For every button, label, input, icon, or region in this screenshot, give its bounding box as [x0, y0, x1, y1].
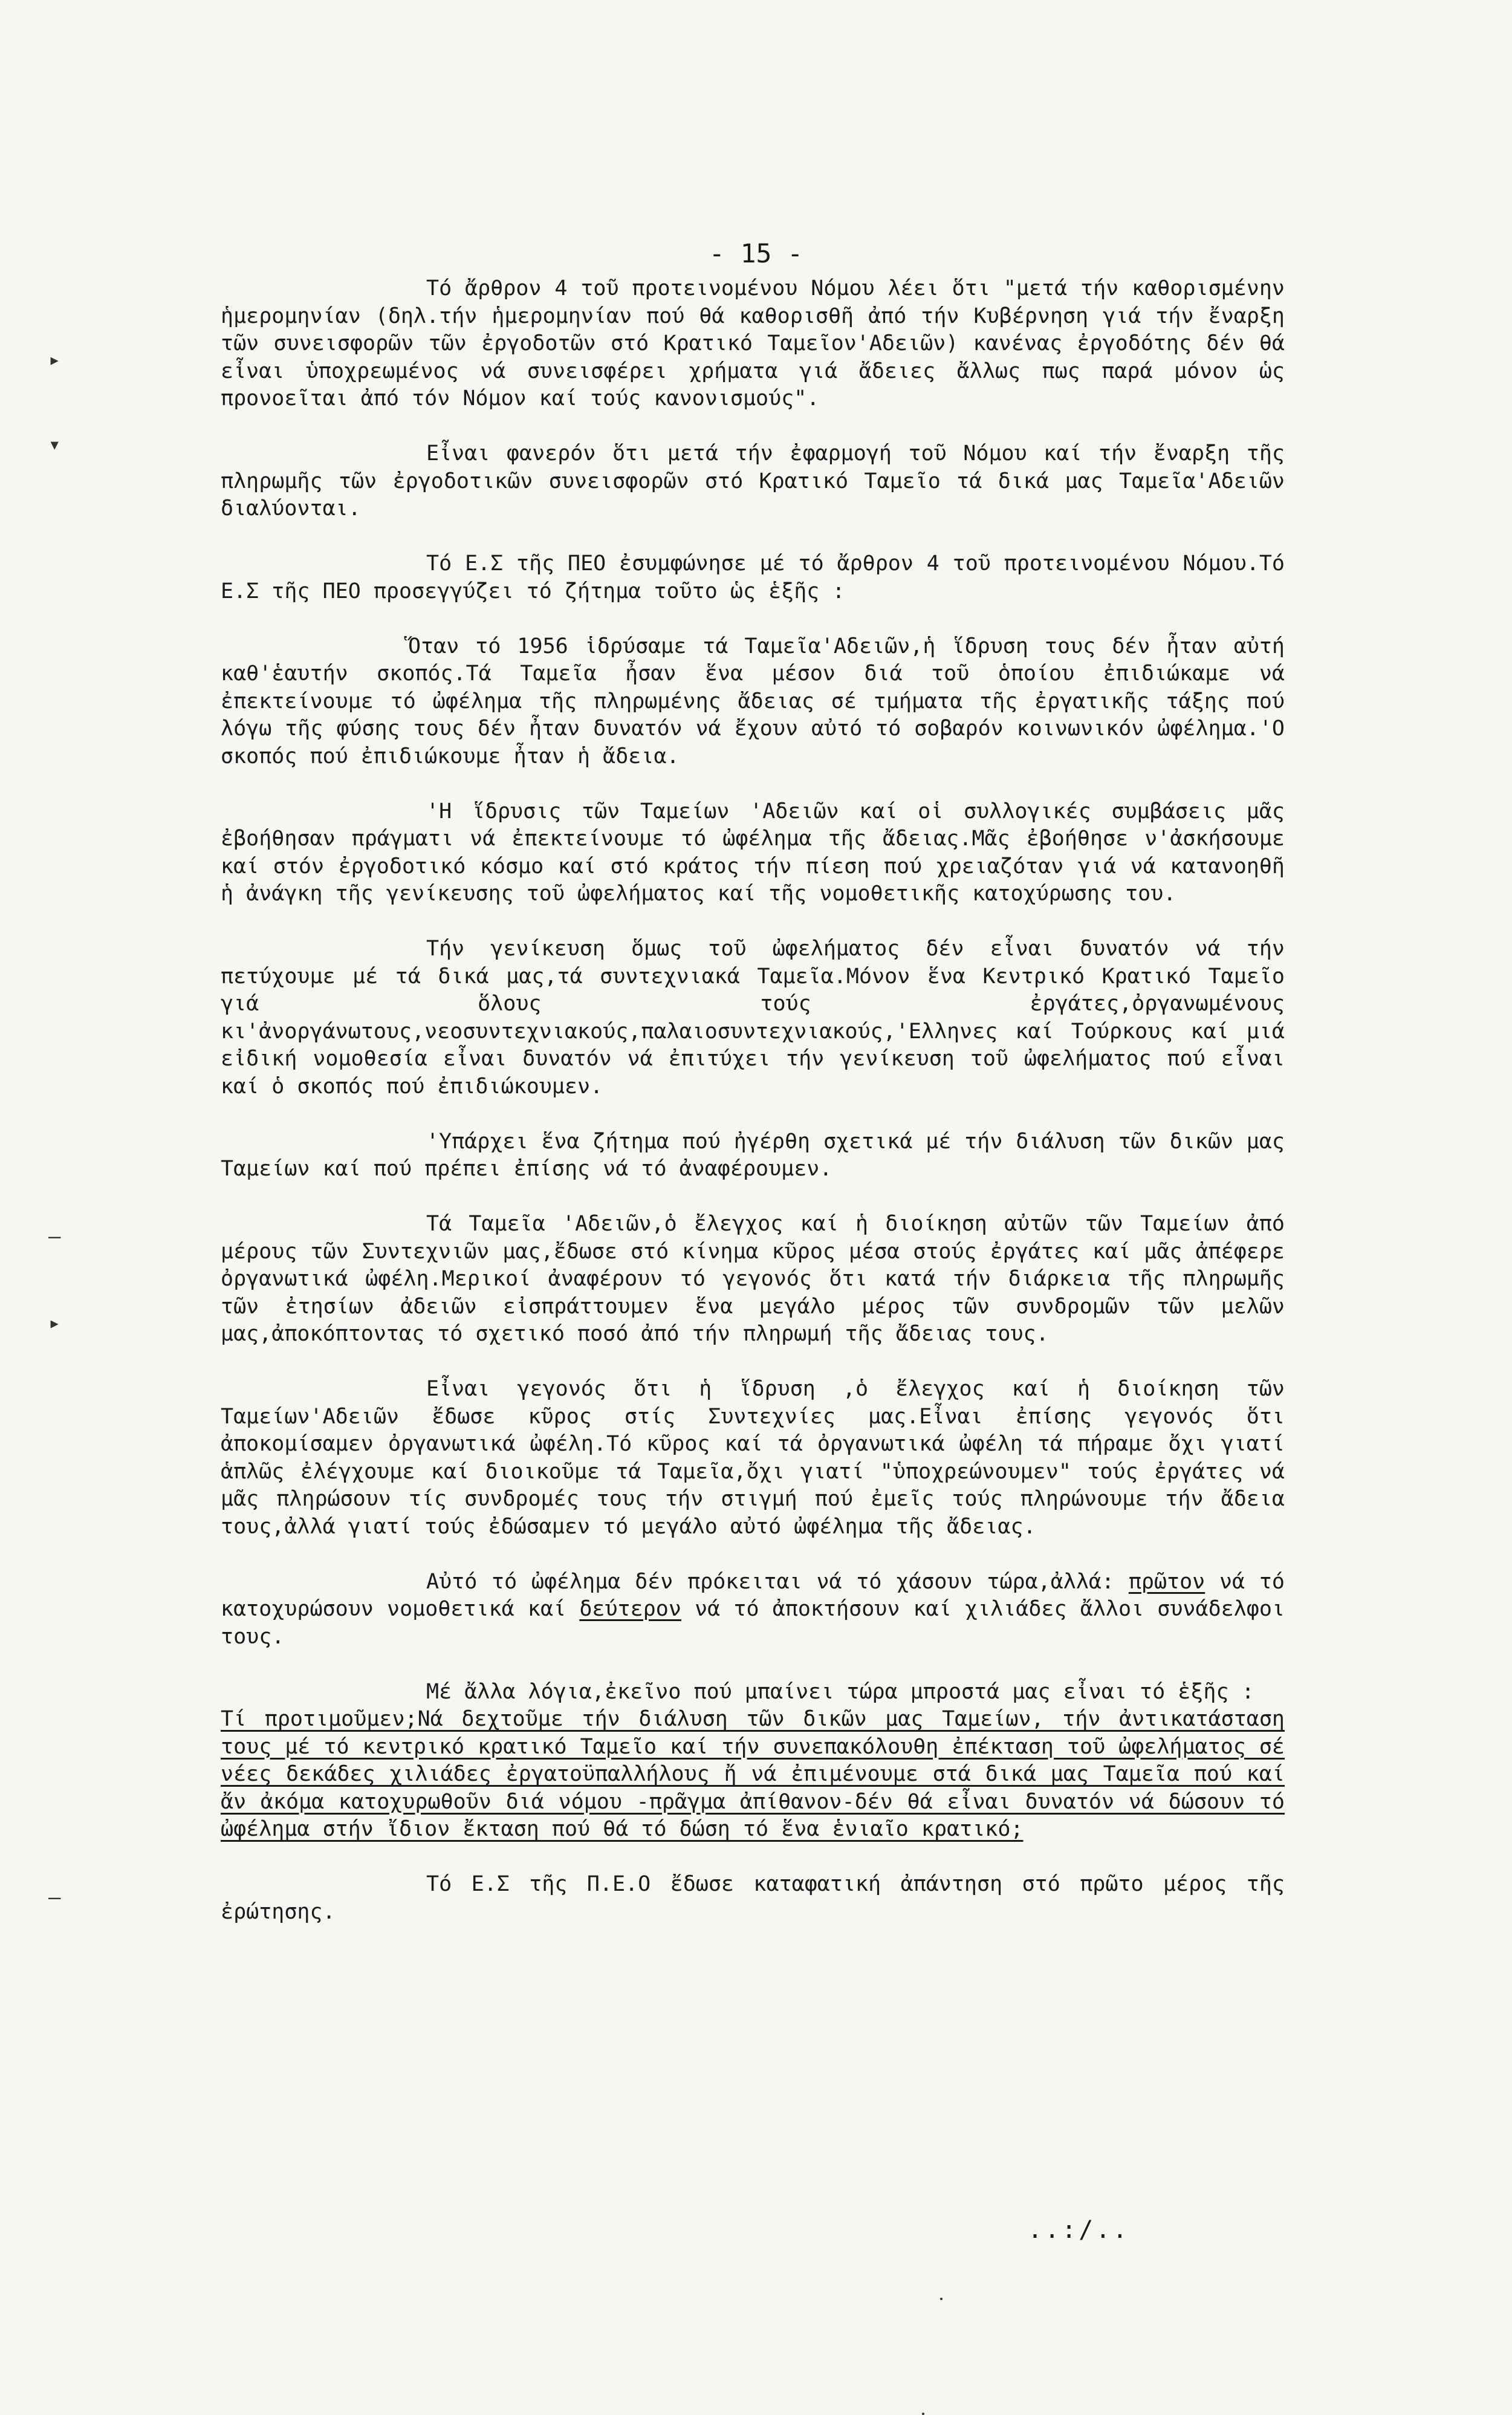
- scan-speck: [922, 2413, 924, 2415]
- scan-speck: [940, 2298, 943, 2300]
- paragraph: Τό Ε.Σ τῆς Π.Ε.Ο ἔδωσε καταφατική ἀπάντηση στό πρῶτο μέρος τῆς ἐρώτησης.: [221, 1872, 1285, 1924]
- paragraph: Εἶναι γεγονός ὅτι ἡ ἵδρυση ,ὁ ἔλεγχος καί ἡ διοίκηση τῶν Ταμείων'Αδειῶν ἔδωσε κῦρος στίς Συντεχνίες μας.Εἶναι ἐπίσης γεγονός ὅτι ἀποκομίσαμεν ὀργανωτικά ὠφέλη.Τό κῦρος καί τά ὀργανωτικά ὠφέλη τά πήραμε ὄχι γιατί ἁπλῶς ἐλέγχουμε καί διοικοῦμε τά Ταμεῖα,ὄχι γιατί "ὑποχρεώνουμεν" τούς ἐργάτες νά μᾶς πληρώσουν τίς συνδρομές τους τήν στιγμή πού ἐμεῖς τούς πληρώνουμε τήν ἄδεια τους,ἀλλά γιατί τούς ἐδώσαμεν τό μεγάλο αὐτό ὠφέλημα τῆς ἄδειας.: [221, 1377, 1285, 1539]
- margin-mark: –: [48, 1885, 61, 1910]
- paragraph: Εἶναι φανερόν ὅτι μετά τήν ἐφαρμογή τοῦ Νόμου καί τήν ἔναρξη τῆς πληρωμῆς τῶν ἐργοδοτικῶν συνεισφορῶν στό Κρατικό Ταμεῖο τά δικά μας Ταμεῖα'Αδειῶν διαλύονται.: [221, 441, 1285, 521]
- paragraph: [221, 1568, 1285, 1651]
- paragraph: Τό Ε.Σ τῆς ΠΕΟ ἐσυμφώνησε μέ τό ἄρθρον 4 τοῦ προτεινομένου Νόμου.Τό Ε.Σ τῆς ΠΕΟ προσεγγύζει τό ζήτημα τοῦτο ὡς ἑξῆς :: [221, 551, 1285, 603]
- margin-mark: ▸: [48, 348, 61, 372]
- paragraph: Τό ἄρθρον 4 τοῦ προτεινομένου Νόμου λέει ὅτι "μετά τήν καθορισμένην ἡμερομηνίαν (δηλ.τήν ἡμερομηνίαν πού θά καθορισθῆ ἀπό τήν Κυβέρνηση γιά τήν ἔναρξη τῶν συνεισφορῶν τῶν ἐργοδοτῶν στό Κρατικό Ταμεῖον'Αδειῶν) κανένας ἐργοδότης δέν θά εἶναι ὑποχρεωμένος νά συνεισφέρει χρήματα γιά ἄδειες ἄλλως πως παρά μόνον ὡς προνοεῖται ἀπό τόν Νόμον καί τούς κανονισμούς".: [221, 276, 1285, 411]
- margin-mark: –: [48, 1224, 61, 1249]
- underlined-question: [221, 1706, 1285, 1844]
- paragraph: 'Η ἵδρυσις τῶν Ταμείων 'Αδειῶν καί οἱ συλλογικές συμβάσεις μᾶς ἐβοήθησαν πράγματι νά ἐπεκτείνουμε τό ὠφέλημα τῆς ἄδειας.Μᾶς ἐβοήθησε ν'ἀσκήσουμε καί στόν ἐργοδοτικό κόσμο καί στό κράτος τήν πίεση πού χρειαζόταν γιά νά κατανοηθῆ ἡ ἀνάγκη τῆς γενίκευσης τοῦ ὠφελήματος καί τῆς νομοθετικῆς κατοχύρωσης του.: [221, 799, 1285, 906]
- text-run: νά τό κατοχυρώσουν νομοθετικά καί: [221, 1569, 1285, 1621]
- page-number: - 15 -: [709, 239, 803, 269]
- margin-mark: ▾: [48, 432, 61, 457]
- margin-mark: ▸: [48, 1311, 61, 1335]
- text-run: Αὐτό τό ὠφέλημα δέν πρόκειται νά τό χάσουν τώρα,ἀλλά:: [426, 1569, 1115, 1594]
- paragraph: 'Υπάρχει ἕνα ζήτημα πού ἠγέρθη σχετικά μέ τήν διάλυση τῶν δικῶν μας Ταμείων καί πού πρέπει ἐπίσης νά τό ἀναφέρουμεν.: [221, 1129, 1285, 1181]
- paragraph: Τήν γενίκευση ὅμως τοῦ ὠφελήματος δέν εἶναι δυνατόν νά τήν πετύχουμε μέ τά δικά μας,τά συντεχνιακά Ταμεῖα.Μόνον ἕνα Κεντρικό Κρατικό Ταμεῖο γιά ὅλους τούς ἐργάτες,ὀργανωμένους κι'ἀνοργάνωτους,νεοσυντεχνιακούς,παλαιοσυντεχνιακούς,'Ελληνες καί Τούρκους καί μιά εἰδική νομοθεσία εἶναι δυνατόν νά ἐπιτύχει τήν γενίκευση τοῦ ὠφελήματος πού εἶναι καί ὁ σκοπός πού ἐπιδιώκουμεν.: [221, 937, 1285, 1099]
- continuation-mark: ..:/..: [1028, 2216, 1130, 2244]
- paragraph: Μέ ἄλλα λόγια,ἐκεῖνο πού μπαίνει τώρα μπροστά μας εἶναι τό ἑξῆς :: [426, 1679, 1254, 1704]
- paragraph: Ὅταν τό 1956 ἱδρύσαμε τά Ταμεῖα'Αδειῶν,ἡ ἵδρυση τους δέν ἦταν αὐτή καθ'ἑαυτήν σκοπός.Τά Ταμεῖα ἦσαν ἕνα μέσον διά τοῦ ὁποίου ἐπιδιώκαμε νά ἐπεκτείνουμε τό ὠφέλημα τῆς πληρωμένης ἄδειας σέ τμήματα τῆς ἐργατικῆς τάξης πού λόγω τῆς φύσης τους δέν ἦταν δυνατόν νά ἔχουν αὐτό τό σοβαρόν κοινωνικόν ὠφέλημα.'Ο σκοπός πού ἐπιδιώκουμε ἦταν ἡ ἄδεια.: [221, 634, 1285, 769]
- paragraph: Τά Ταμεῖα 'Αδειῶν,ὁ ἔλεγχος καί ἡ διοίκηση αὐτῶν τῶν Ταμείων ἀπό μέρους τῶν Συντεχνιῶν μας,ἔδωσε στό κίνημα κῦρος μέσα στούς ἐργάτες καί μᾶς ἀπέφερε ὀργανωτικά ὠφέλη.Μερικοί ἀναφέρουν τό γεγονός ὅτι κατά τήν διάρκεια τῆς πληρωμῆς τῶν ἐτησίων ἀδειῶν εἰσπράττουμεν ἕνα μεγάλο μέρος τῶν συνδρομῶν τῶν μελῶν μας,ἀποκόπτοντας τό σχετικό ποσό ἀπό τήν πληρωμή τῆς ἄδειας τους.: [221, 1212, 1285, 1346]
- text-run: νά τό ἀποκτήσουν καί χιλιάδες ἄλλοι συνάδελφοι τους.: [221, 1597, 1285, 1649]
- underlined-word: πρῶτον: [1128, 1569, 1205, 1594]
- document-body: [221, 275, 1285, 1954]
- underlined-text: Τί προτιμοῦμεν;Νά δεχτοῦμε τήν διάλυση τῶν δικῶν μας Ταμείων, τήν ἀντικατάσταση τους μέ τό κεντρικό κρατικό Ταμεῖο καί τήν συνεπακόλουθη ἐπέκταση τοῦ ὠφελήματος σέ νέες δεκάδες χιλιάδες ἐργατοϋπαλλήλους ἤ νά ἐπιμένουμε στά δικά μας Ταμεῖα πού καί ἄν ἀκόμα κατοχυρωθοῦν διά νόμου -πρᾶγμα ἀπίθανον-δέν θά εἶναι δυνατόν νά δώσουν τό ὠφέλημα στήν ἴδιον ἔκταση πού θά τό δώση τό ἕνα ἑνιαῖο κρατικό;: [221, 1707, 1285, 1841]
- underlined-word: δεύτερον: [579, 1597, 681, 1621]
